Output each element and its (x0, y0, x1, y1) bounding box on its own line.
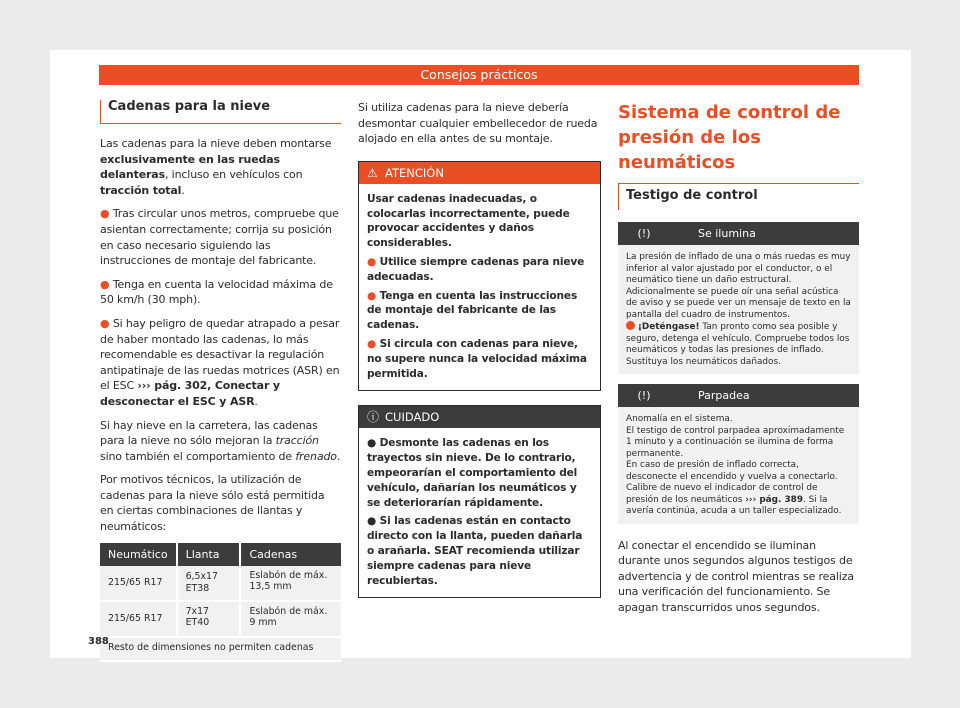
column-snow-chains (100, 100, 341, 662)
warning-header: ⚠ ATENCIÓN (359, 162, 600, 184)
bullet-icon: ● (367, 515, 377, 528)
page-reference-link[interactable]: ››› pág. 389 (745, 494, 804, 505)
section-title: Cadenas para la nieve (100, 100, 341, 124)
subsection-title: Testigo de control (618, 183, 859, 210)
lamp-description-blinks: Anomalía en el sistema. El testigo de control parpadea aproximadamente 1 minuto y a continuación se ilumina de forma permanente. En caso de presión de inflado correcta, desconecte el encendido y vuelva a conectarlo. Calibre de nuevo el indicador de control de presión de los neumáticos ››› pág. 389. Si la avería continúa, acuda a un taller especializado. (618, 407, 859, 524)
table-header: Llanta (177, 543, 241, 566)
table-cell: 7x17 ET40 (177, 601, 241, 637)
bullet-icon: ● (100, 277, 110, 291)
paragraph: Si utiliza cadenas para la nieve debería desmontar cualquier embellecedor de rueda alojado en ella antes de su montaje. (358, 101, 598, 146)
tire-pressure-icon: (!) (637, 227, 651, 240)
warning-body: Usar cadenas inadecuadas, o colocarlas incorrectamente, puede provocar accidentes y daños considerables. ● Utilice siempre cadenas para nieve adecuadas. ● Tenga en cuenta las instrucciones de montaje del fabricante de las cadenas. ● Si circula con cadenas para nieve, no supere nunca la velocidad máxima permitida. (359, 184, 600, 391)
bullet-item: ● Si hay peligro de quedar atrapado a pesar de haber montado las cadenas, lo más recomendable es desactivar la regulación antipatinaje de las ruedas motrices (ASR) en el ESC ››› pág. 302, Conectar y desconectar el ESC y ASR. (100, 316, 340, 408)
column-tire-pressure (618, 100, 859, 623)
table-cell: Eslabón de máx. 13,5 mm (240, 566, 341, 601)
table-cell: Eslabón de máx. 9 mm (240, 601, 341, 637)
stop-icon (626, 321, 635, 330)
table-cell: 215/65 R17 (100, 601, 177, 637)
page-number: 388 (88, 636, 109, 647)
table-header: Cadenas (240, 543, 341, 566)
bullet-icon: ● (100, 207, 110, 221)
bullet-icon: ● (367, 289, 377, 302)
caution-header: ⓘ CUIDADO (359, 406, 600, 428)
caution-body (359, 428, 600, 597)
bullet-item: ● Tras circular unos metros, compruebe que asientan correctamente; corrija su posición en caso necesario siguiendo las instrucciones de montaje del fabricante. (100, 207, 339, 268)
bullet-icon: ● (367, 337, 377, 350)
table-cell: 215/65 R17 (100, 566, 177, 601)
table-header: Neumático (100, 543, 177, 566)
bullet-item: ● Tenga en cuenta la velocidad máxima de 50 km/h (30 mph). (100, 277, 333, 307)
warning-box (358, 161, 601, 392)
table-row (100, 566, 341, 601)
warning-triangle-icon: ⚠ (367, 165, 378, 180)
chains-table (100, 543, 341, 662)
paragraph: Por motivos técnicos, la utilización de cadenas para la nieve sólo está permitida en ciertas combinaciones de llantas y neumáticos: (100, 473, 325, 534)
bullet-item: ● Si circula con cadenas para nieve, no supere nunca la velocidad máxima permitida. (367, 337, 587, 380)
bullet-icon: ● (367, 255, 377, 268)
paragraph: Al conectar el encendido se iluminan durante unos segundos algunos testigos de advertencia y de control mientras se realiza una verificación del funcionamiento. Se apagan transcurridos unos segundos. (618, 538, 854, 614)
lamp-header-lights: (!) Se ilumina (618, 222, 859, 245)
lamp-description-lights: La presión de inflado de una o más ruedas es muy inferior al valor ajustado por el conductor, o el neumático tiene un daño estructural. Adicionalmente se puede oír una señal acústica de aviso y se puede ver un mensaje de texto en la pantalla del cuadro de instrumentos. ¡Deténgase! Tan pronto como sea posible y seguro, detenga el vehículo. Compruebe todos los neumáticos y todas las presiones de inflado. Sustituya los neumáticos dañados. (618, 245, 859, 374)
table-header-row (100, 543, 341, 566)
chapter-header: Consejos prácticos (99, 65, 859, 85)
bullet-item: ● Desmonte las cadenas en los trayectos sin nieve. De lo contrario, empeorarían el comportamiento del vehículo, dañarían los neumáticos y se deteriorarían rápidamente. (367, 437, 578, 509)
bullet-item: ● Tenga en cuenta las instrucciones de montaje del fabricante de las cadenas. (367, 289, 578, 332)
column-warnings (358, 100, 601, 608)
tire-pressure-icon: (!) (637, 389, 651, 402)
table-cell: 6,5x17 ET38 (177, 566, 241, 601)
table-row (100, 601, 341, 637)
bullet-icon: ● (367, 437, 377, 450)
section-title: Sistema de control de presión de los neumáticos (618, 102, 841, 173)
bullet-item: ● Utilice siempre cadenas para nieve adecuadas. (367, 255, 585, 283)
bullet-icon: ● (100, 316, 110, 330)
intro-paragraph: Las cadenas para la nieve deben montarse exclusivamente en las ruedas delanteras, incluso en vehículos con tracción total. (100, 137, 332, 197)
lamp-header-blinks: (!) Parpadea (618, 384, 859, 407)
caution-box (358, 405, 601, 598)
paragraph: Si hay nieve en la carretera, las cadenas para la nieve no sólo mejoran la tracción sino también el comportamiento de frenado. (100, 418, 341, 463)
page-reference-link[interactable]: ››› pág. 302, Conectar y desconectar el ESC y ASR (100, 379, 280, 408)
table-note: Resto de dimensiones no permiten cadenas (100, 637, 341, 661)
bullet-item: ● Si las cadenas están en contacto directo con la llanta, pueden dañarla o arañarla. SEAT recomienda utilizar siempre cadenas para nieve recubiertas. (367, 515, 583, 587)
info-circle-icon: ⓘ (367, 410, 380, 425)
table-row (100, 637, 341, 661)
